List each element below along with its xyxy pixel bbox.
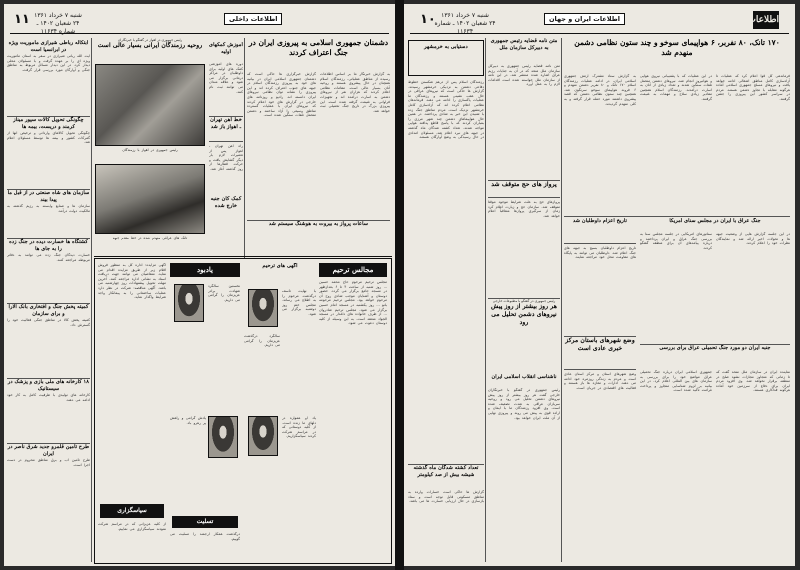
section-rule <box>564 216 790 217</box>
sub-headline: پرواز های حج متوقف شد <box>488 180 560 198</box>
newspaper-logo: اطلاعات <box>753 11 779 29</box>
masthead-right <box>410 10 789 34</box>
section-tag: اطلاعات ایران و جهان <box>544 13 625 25</box>
classified-text: یاد او همواره در دلهای ما زنده است. از کلیه دوستانی که در مراسم شرکت کردند سپاسگزاریم. <box>282 416 316 439</box>
portrait-photo <box>248 416 278 456</box>
article-column: گزارش ها حاکی است خسارات وارده به مناطق مسکونی قابل توجه است و ستاد بازسازی در حال ارزیابی خسارت ها می باشد. <box>408 490 484 504</box>
column-rule <box>91 38 92 562</box>
photo-caption: رئیس جمهوری در اهواز با رزمندگان <box>122 148 178 152</box>
page-number: ۱۱ <box>14 12 30 27</box>
sub-headline: جنبه ایران دو مورد جنگ تحمیلی عراق برای بررسی <box>640 344 790 368</box>
article-column: سناتورهای آمریکایی در جلسه مجلس سنا به بررسی جنگ عراق و ایران پرداختند و درباره پیامدهای آن برای منطقه گفتگو کردند. <box>640 232 712 250</box>
article-column: وضع شهرهای استان و مرکز استان عادی است و مردم به زندگی روزمره خود ادامه می دهند. ادارات و مغازه ها باز هستند و فعالیت های اقتصادی در جریان است. <box>564 372 636 390</box>
portrait-photo <box>208 416 238 458</box>
memorial-banner: مجالس ترحیم <box>319 263 387 277</box>
article-column: فرماندهی کل قوا اعلام کرد که عملیات تا آزادسازی کامل مناطق اشغالی ادامه خواهد یافت و نیروهای مسلح جمهوری اسلامی آماده هرگونه مقابله با تجاوز دشمن هستند. مردم در سراسر کشور این پیروزی را جشن گرفتند. <box>716 74 790 101</box>
article-column: نماینده ایران در سازمان ملل متحد گفت که تا زمانی که متجاوز مجازات نشود صلح در منطقه برقرار نخواهد شد. وی افزود مردم ایران برای دفاع از سرزمین خود آماده هرگونه فداکاری هستند. <box>716 370 790 393</box>
article-column: تاریخ اعزام داوطلبان بسیج به جبهه های جنگ اعلام شد. داوطلبان می توانند به پایگاه های مقاومت محل خود مراجعه نمایند. <box>564 246 636 260</box>
classified-text: یادش گرامی و راهش پر رهرو باد. <box>170 416 206 425</box>
article-column: متن نامه قضایه رئیس جمهوری به دبیرکل سازمان ملل متحد که در آن به جنایات رژیم عراق اشاره شده منتشر شد. در این نامه از سازمان ملل خواسته شده است اقدامات لازم را به عمل آورد. <box>488 64 560 87</box>
classified-text: با نهایت تأسف درگذشت مرحوم را به اطلاع می رساند. مجلس ختم روز دوشنبه برگزار می شود. <box>282 289 316 316</box>
sub-headline: تاریخ اعزام داوطلبان شد <box>564 218 636 244</box>
classified-text: درگذشت همکار ارجمند را تسلیت می گوییم. <box>170 532 240 541</box>
side-news-column: ابتکاله رباطی شیرازی ماموریت ویژه در ابرانسیا است آیت الله ربانی شیرازی در سفر به استان مأموریت ویژه ای را بر عهده گرفت و با مسئولان محلی دیدار کرد. در این دیدار مسائل مربوط به مناطق جنگی و آوارگان مورد بررسی قرار گرفت. چگونگی تحویل کالات سپور میناز کرمند و دریست، بیمه ها چگونگی تحویل کالاهای وارداتی و ترخیص آنها از گمرکات کشور و بیمه ها توسط مسئولان اعلام شد. سازمان های شاه صنعتی در از قبل ما پیدا بیند سازمان ها و صنایع وابسته به رژیم گذشته به مالکیت دولت درآمد. کشتگاه ها خسارت دیده در جنگ زده را به جای ها خسارت دیدگان جنگ زده می توانند به دفاتر مربوطه مراجعه کنند. کمیته پخش جنگ و افتخاری بانک الارا و برای سازمان کمیته پخش کالا در مناطق جنگی فعالیت خود را گسترش داد. ۱۸ کارخانه های ملی بازی و پزشک در سیستانیک کارخانه های تولیدی با ظرفیت کامل به کار خود ادامه می دهند. طرح تامین قلمرو جدید شرق ناصر در ایران طرح تأمین آب و برق مناطق محروم در دست اجرا است. <box>7 40 90 467</box>
article-column: جمهوری اسلامی ایران درباره جنگ تحمیلی عراق مواضع خود را برای بررسی به سازمان های بین المللی اعلام کرد. در این بیانیه بر لزوم شناسایی متجاوز و پرداخت غرامت تأکید شده است. <box>640 370 712 393</box>
photo-caption: تانک های عراقی منهدم شده در خط مقدم جبهه <box>112 236 188 240</box>
portrait-photo <box>174 284 204 322</box>
article-column: رئیس جمهوری در گفتگو با خبرنگاران خارجی گفت هر روز بیشتر از روز پیش نیروهای دشمن تحلیل می رود و روحیه سربازان عراقی به شدت تضعیف شده است. وی افزود رزمندگان ما با ایمان و اراده قوی به پیش می روند و پیروزی نهایی از آن ملت ایران خواهد بود. <box>488 388 560 420</box>
masthead-date: شنبه ۷ خرداد ۱۳۶۱ ۲۴ شعبان ۱۴۰۲ ـ شماره ۱۱۶۳۴ <box>434 12 496 35</box>
remembrance-banner: یادبود <box>170 263 240 277</box>
column-rule <box>561 38 562 562</box>
sub-headline: ساعات پرواز به بیروت به هوشنگ سیستم شد <box>247 220 390 232</box>
memorial-listings: مجلس ترحیم مرحوم حاج محمد حسین ... روز شنبه از ساعت ۴ تا ۶ بعدازظهر در مسجد جامع برگزار می گردد. حضور دوستان و آشنایان موجب شادی روح آن مرحوم خواهد بود. مجلس ترحیم مرحومه بانو ... روز یکشنبه در مسجد امام حسین برگزار می شود. مجلس ترحیم شادروان ... از طرف خانواده های داغدار در مسجد الجواد منعقد است. به این وسیله از کلیه دوستان دعوت می شود. <box>319 280 387 326</box>
sub-headline: متن نامه قضایه رئیس جمهوری به دبیرکل سازمان ملل <box>490 38 558 51</box>
column-rule <box>485 38 486 562</box>
portrait-photo <box>248 289 278 327</box>
sub-headline: ناشناسی انقلاب اسلامی ایران <box>491 374 557 380</box>
news-photo <box>95 64 205 146</box>
classified-header: آگهی های ترحیم <box>262 263 298 269</box>
article-column: به گزارش ستاد مشترک ارتش جمهوری اسلامی ایران، در ادامه عملیات رزمندگان اسلام ۱۷۰ تانک و ۸۰ نفربر دشمن منهدم و ۶ فروند هواپیمای سوخو سرنگون شد. همچنین چند ستون نظامی دشمن که قصد پیشروی داشتند مورد حمله قرار گرفته و به کلی منهدم گردیدند. <box>564 74 636 106</box>
masthead-date: شنبه ۷ خرداد ۱۳۶۱ ۲۴ شعبان ۱۴۰۲ ـ شماره ۱۱۶۳۴ <box>34 12 82 35</box>
newspaper-page-left <box>4 4 395 566</box>
sub-headline: جنگ عراق با ایران در مجلس سنای آمریکا <box>669 218 761 224</box>
article-column: در این عملیات که با پشتیبانی نیروی هوایی و هوانیروز انجام شد، نیروهای دشمن متحمل تلفات سنگین شدند و تعداد زیادی از آنان به اسارت درآمدند. رزمندگان اسلام همچنین مقادیر زیادی سلاح و مهمات به غنیمت گرفتند. <box>640 74 712 101</box>
sub-headline: کمک کان جنبه خارج شده <box>210 196 242 209</box>
news-photo <box>95 164 205 234</box>
classified-text: نخستین سالگرد شهادت برادر عزیزمان را گرامی می داریم. <box>208 284 240 302</box>
article-column: راه آهن تهران ـ اهواز پس از تعمیرات لازم بار دیگر گشایش یافت و حرکت قطارها از روز گذشته آغاز شد. <box>209 144 243 171</box>
classified-text: سالگرد درگذشت عزیزمان را گرامی می داریم. <box>244 334 280 348</box>
sub-headline: آموزش کمکهای اولیه <box>209 42 243 55</box>
column-rule <box>244 38 245 258</box>
page-number: ۱۰ <box>420 12 436 27</box>
section-rule <box>94 256 392 257</box>
article-column: گزارش خبرگزاری ها حاکی است که دشمنان جمهوری اسلامی ایران در بیانیه های خود به پیروزی رزمندگان اسلام در جبهه های جنوب اعتراف کرده اند و این پیروزی را نشانه توان نظامی نیروهای ایران دانسته اند. رادیو و روزنامه های خارجی در گزارش های خود اعلام کردند که نیروهای ایران با عملیات گسترده مناطق وسیعی را آزاد ساختند و دشمن متحمل تلفات سنگین شده است. <box>247 72 316 118</box>
article-column: رزمندگان اسلام پس از درهم شکستن خطوط دفاعی دشمن به نزدیکی خرمشهر رسیدند. گزارش ها حاکی است که نیروهای عراقی در حال عقب نشینی هستند و رزمندگان ما عملیات پاکسازی را ادامه می دهند. فرماندهان نظامی اعلام کرده اند که آزادسازی کامل خرمشهر نزدیک است. مردم مناطق جنگ زده با شنیدن این خبر به شادی پرداختند. در همین حال هواپیماهای دشمن چند شهر مرزی را بمباران کردند که با پاسخ قاطع پدافند هوایی مواجه شدند. تعداد کشته شدگان ماه گذشته در جبهه های نبرد اعلام شد. مسئولان امدادی در حال رسیدگی به وضع آوارگان هستند. <box>408 80 484 140</box>
main-headline: دشمنان جمهوری اسلامی به پیروزی ایران در جنگ اعتراف کردند <box>248 38 389 57</box>
classified-text: از کلیه عزیزانی که در مراسم شرکت نمودند سپاسگزاری می نماییم. <box>98 522 166 531</box>
newspaper-page-right <box>404 4 795 566</box>
main-headline: ۱۷۰ تانک، ۸۰ نفربر، ۶ هواپیمای سوخو و چند ستون نظامی دشمن منهدم شد <box>574 38 780 57</box>
sub-headline: وضع شهرهای باستان مرکز خبری عادی است <box>564 336 636 370</box>
article-column: دوره های آموزشی کمک های اولیه برای داوطلبان در مراکز درمانی برگزار می شود و علاقه مندان می توانند ثبت نام کنند. <box>209 62 243 94</box>
sub-headline: رئیس جمهوری در اهواز در گفتگو با خبرنگاران روحیه رزمندگان ایرانی بسیار عالی است <box>97 38 203 50</box>
condolence-banner: تسلیت <box>172 516 238 528</box>
article-column: در این جلسه گزارش هایی از وضعیت جبهه ها و تحولات اخیر ارائه شد و نمایندگان نظرات خود را اعلام کردند. <box>716 232 790 246</box>
article-column: پروازهای حج به علت شرایط موجود موقتاً متوقف شد. سازمان حج و زیارت اعلام کرد زمان از سرگیری پروازها متعاقباً اعلام خواهد شد. <box>488 200 560 218</box>
classified-text: آگهی مزایده: اداره کل به منظور فروش اقلام زیر از طریق مزایده اقدام می نماید. متقاضیان می توانند جهت دریافت اسناد به نشانی اداره مراجعه کنند. آخرین مهلت تحویل پیشنهادات روز چهارشنبه می باشد. آگهی مناقصه: شرکت در نظر دارد عملیات ساختمانی را به پیمانکار واجد شرایط واگذار نماید. <box>98 263 166 300</box>
sub-headline: رئیس جمهوری در گفتگو با مطبوعات خارجی هر روز بیشتر از روز پیش نیروهای دشمن تحلیل می رود <box>488 298 560 354</box>
sub-headline: خط آهن تهران ـ اهواز باز شد <box>209 116 243 142</box>
sub-headline: دستیابی به خرمشهر <box>424 44 468 50</box>
thanks-banner: سپاسگزاری <box>100 504 164 518</box>
section-tag: اطلاعات داخلی <box>224 13 282 25</box>
article-column: به گزارش خبرنگار ما بر اساس اطلاعات رسیده از مناطق عملیاتی، رزمندگان اسلام همچنان در حال پیشروی هستند و روحیه آنان بسیار عالی است. مقامات نظامی اعلام کردند که هزاران نفر از نیروهای دشمن به اسارت درآمده اند و تجهیزات فراوانی به غنیمت گرفته شده است. این پیروزی بزرگ در تاریخ جنگ تحمیلی ثبت خواهد شد. <box>320 72 390 113</box>
masthead-left <box>10 10 389 34</box>
page-gutter <box>395 0 404 570</box>
sub-headline: تعداد کشته شدگان ماه گذشته شیشه بیش از صد کیلومتر <box>408 464 484 488</box>
